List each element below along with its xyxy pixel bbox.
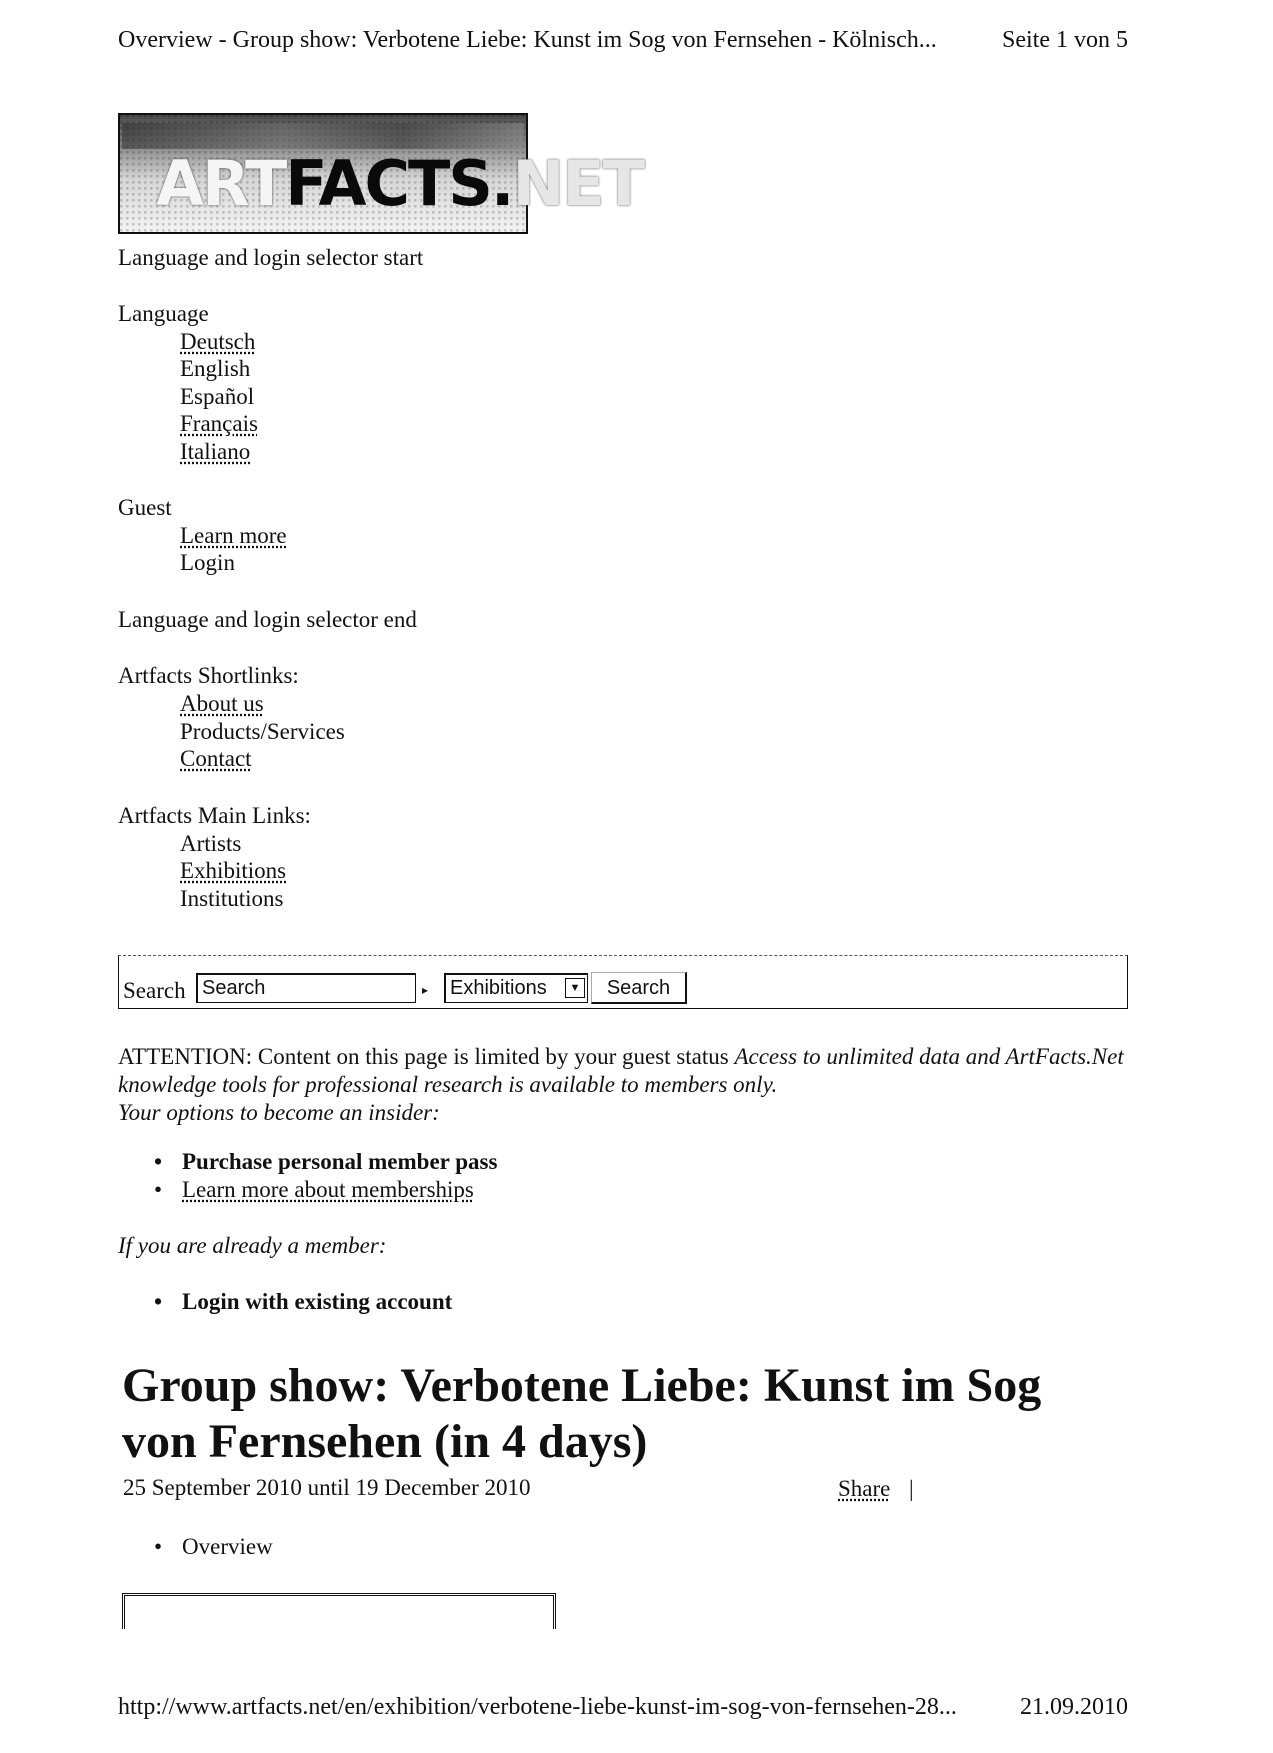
artists-nav-item[interactable]: Artists <box>180 831 242 856</box>
separator-arrow-icon: ▸ <box>422 983 429 997</box>
logo-texture-band <box>122 123 524 149</box>
exhibition-tabs <box>150 1533 273 1561</box>
attention-members-only: Access to unlimited data and ArtFacts.Net knowledge tools for professional research is available to members only. <box>118 1044 1124 1097</box>
search-input[interactable]: Search <box>196 973 416 1003</box>
contact-link[interactable]: Contact <box>180 746 252 771</box>
search-bar <box>118 955 1128 1009</box>
language-heading: Language <box>118 301 209 326</box>
share-separator: | <box>909 1476 914 1501</box>
language-deutsch-link[interactable]: Deutsch <box>180 329 256 354</box>
print-footer-date: 21.09.2010 <box>1020 1694 1128 1720</box>
main-links-heading: Artfacts Main Links: <box>118 803 311 828</box>
learn-more-link[interactable]: Learn more <box>180 523 287 548</box>
chevron-down-icon[interactable]: ▼ <box>565 978 585 998</box>
exhibitions-nav-link[interactable]: Exhibitions <box>180 858 287 883</box>
member-options-list <box>150 1288 452 1316</box>
language-english-current: English <box>180 356 251 381</box>
tab-overview[interactable]: • Overview <box>150 1533 273 1561</box>
purchase-member-pass-item[interactable]: • Purchase personal member pass <box>150 1148 497 1176</box>
about-us-link[interactable]: About us <box>180 691 264 716</box>
shortlinks-heading: Artfacts Shortlinks: <box>118 663 299 688</box>
language-selector-start-label: Language and login selector start <box>118 245 424 270</box>
print-footer <box>118 1693 1128 1727</box>
share-link[interactable]: Share <box>838 1476 891 1501</box>
guest-attention-notice <box>118 1043 1128 1127</box>
guest-heading: Guest <box>118 495 172 520</box>
attention-lead: ATTENTION: Content on this page is limited by your guest status <box>118 1044 729 1069</box>
language-espanol: Español <box>180 384 255 409</box>
search-category-select[interactable] <box>444 973 588 1003</box>
search-label: Search <box>123 978 186 1003</box>
institutions-nav-item[interactable]: Institutions <box>180 886 284 911</box>
products-services-item[interactable]: Products/Services <box>180 719 345 744</box>
exhibition-title: Group show: Verbotene Liebe: Kunst im Sog von Fernsehen (in 4 days) <box>122 1359 1042 1468</box>
print-footer-url: http://www.artfacts.net/en/exhibition/verbotene-liebe-kunst-im-sog-von-fernsehen-28... <box>118 1694 957 1720</box>
login-label[interactable]: Login <box>180 550 235 575</box>
insider-options-heading: Your options to become an insider: <box>118 1100 440 1125</box>
member-heading: If you are already a member: <box>118 1233 387 1258</box>
language-francais-link[interactable]: Français <box>180 411 258 436</box>
print-header-page-number: Seite 1 von 5 <box>1002 27 1128 53</box>
insider-options-list <box>150 1148 497 1204</box>
logo-wordmark: ARTFACTS.NET <box>156 147 644 220</box>
language-selector-end-label: Language and login selector end <box>118 607 417 632</box>
login-existing-account-item[interactable]: • Login with existing account <box>150 1288 452 1316</box>
learn-more-memberships-item[interactable] <box>150 1176 497 1204</box>
print-header <box>118 26 1128 60</box>
learn-more-memberships-link[interactable]: Learn more about memberships <box>182 1177 474 1202</box>
content-frame <box>122 1593 556 1629</box>
search-button[interactable]: Search <box>591 972 687 1004</box>
exhibition-dates: 25 September 2010 until 19 December 2010 <box>123 1475 531 1500</box>
language-italiano-link[interactable]: Italiano <box>180 439 251 464</box>
print-header-title: Overview - Group show: Verbotene Liebe: Kunst im Sog von Fernsehen - Kölnisch... <box>118 27 937 53</box>
artfacts-logo[interactable] <box>118 113 644 234</box>
search-category-selected: Exhibitions <box>450 977 547 999</box>
